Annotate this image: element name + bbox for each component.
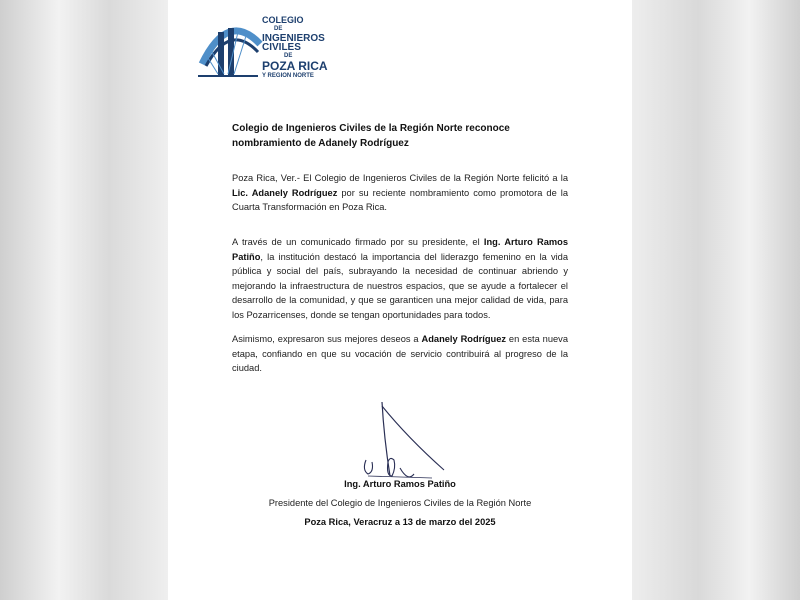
bridge-logo-icon — [198, 14, 264, 80]
logo-line-2: DE — [274, 26, 283, 32]
logo-line-4: CIVILES — [262, 42, 301, 53]
logo-wordmark — [262, 16, 328, 80]
paragraph-1 — [232, 171, 568, 215]
paragraph-1-text-c: por su reciente nombramiento como promotora de la Cuarta Transformación en Poza Rica. — [232, 187, 568, 212]
paragraph-3-text-c: en esta nueva etapa, confiando en que su vocación de servicio contribuirá al progreso de la ciudad. — [232, 334, 568, 373]
handwritten-signature — [348, 398, 458, 488]
paragraph-2 — [232, 235, 568, 322]
paragraph-3-text-a: Asimismo, expresaron sus mejores deseos a — [232, 334, 422, 344]
date-line: Poza Rica, Veracruz a 13 de marzo del 2025 — [304, 517, 496, 527]
paragraph-2-text-a: A través de un comunicado firmado por su presidente, el — [232, 237, 484, 247]
blurred-left-edge — [0, 0, 168, 600]
paragraph-3 — [232, 332, 568, 376]
blurred-right-edge — [630, 0, 800, 600]
paragraph-3-bold: Adanely Rodríguez — [421, 334, 507, 344]
logo-line-6: POZA RICA — [262, 59, 328, 73]
signer-name: Ing. Arturo Ramos Patiño — [344, 479, 456, 489]
logo-line-5: DE — [284, 53, 293, 59]
signer-title: Presidente del Colegio de Ingenieros Civiles de la Región Norte — [268, 498, 532, 508]
paragraph-1-text-a: Poza Rica, Ver.- El Colegio de Ingenieros Civiles de la Región Norte felicitó a la — [232, 173, 568, 183]
paragraph-2-bold: Ing. Arturo Ramos Patiño — [232, 237, 569, 262]
logo-line-3: INGENIEROS — [262, 33, 325, 44]
logo-line-1: COLEGIO — [262, 15, 304, 25]
letter-page — [168, 0, 632, 600]
paragraph-1-bold: Lic. Adanely Rodríguez — [232, 187, 338, 198]
document-title: Colegio de Ingenieros Civiles de la Región Norte reconoce nombramiento de Adanely Rodríguez — [232, 123, 510, 149]
college-logo — [198, 14, 338, 80]
logo-line-7: Y REGION NORTE — [262, 73, 314, 79]
paragraph-2-text-c: , la institución destacó la importancia del liderazgo femenino en la vida pública y social del país, subrayando la necesidad de continuar abriendo y mejorando la infraestructura de nuestros espacios, que se ayude a fortalecer el desarrollo de la comunidad, y que se garanticen una mejor calidad de vida, para los Pozarricenses, donde se tengan oportunidades para todos. — [232, 251, 568, 320]
